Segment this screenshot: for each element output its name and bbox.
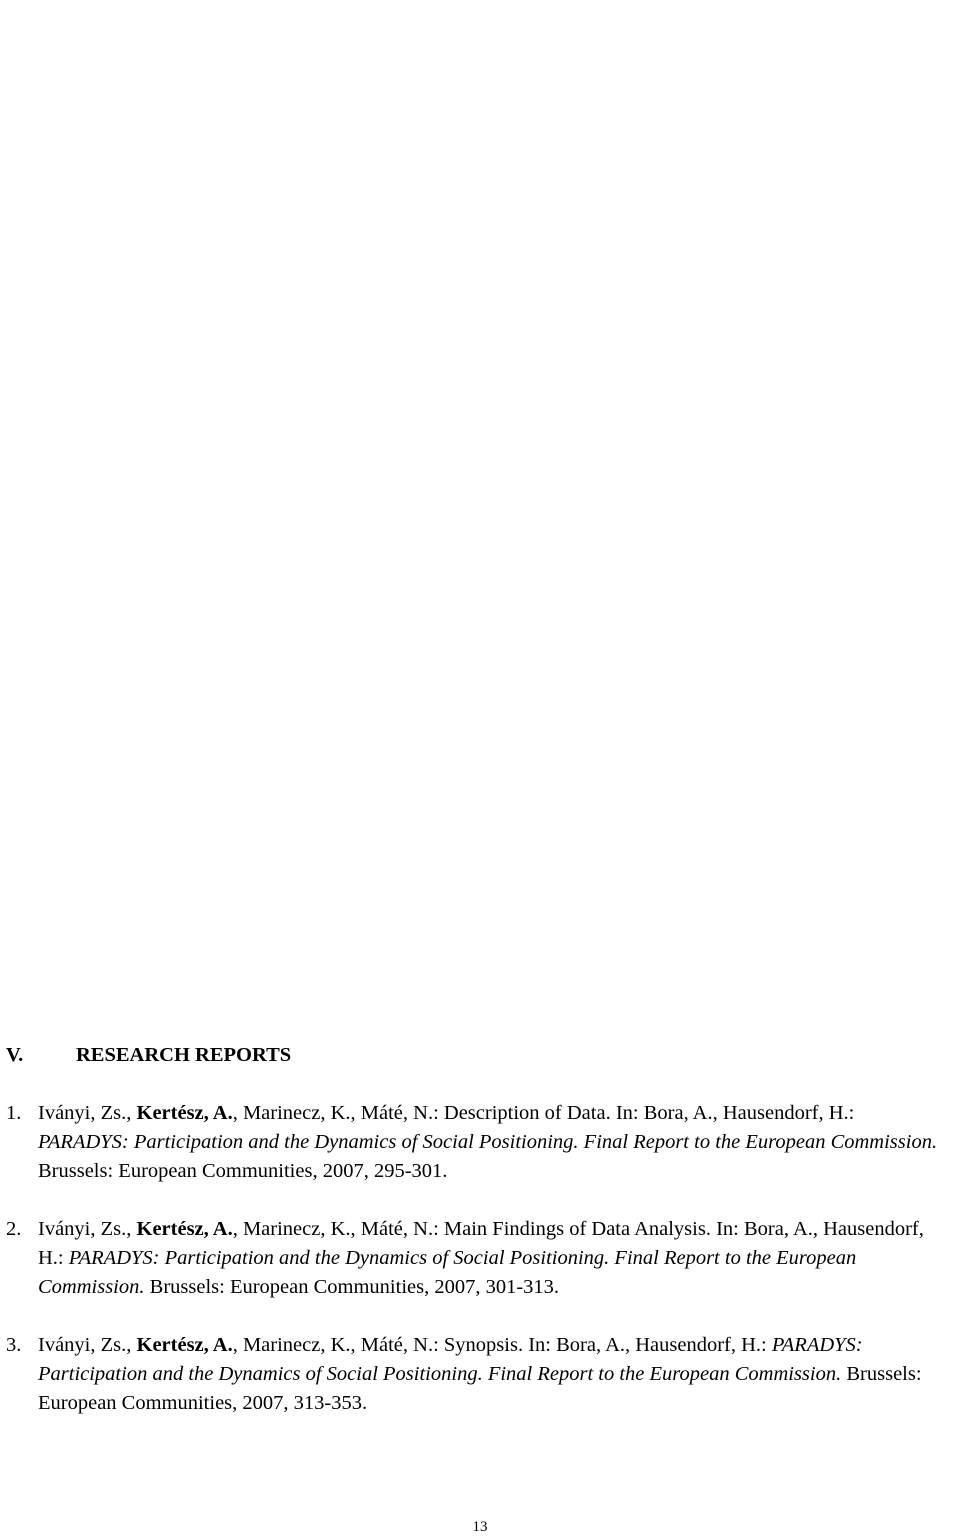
report-entry <box>0 1331 960 1418</box>
citation-text: Brussels: European Communities, 2007, 295-301. <box>38 1160 448 1182</box>
report-entry <box>0 1099 960 1186</box>
section-number: V. <box>6 1044 24 1066</box>
section-heading <box>6 1041 291 1070</box>
publication-title: PARADYS: Participation and the Dynamics of Social Positioning. Final Report to the European Commission. <box>38 1247 857 1298</box>
publication-title: PARADYS: Participation and the Dynamics of Social Positioning. Final Report to the European Commission. <box>38 1334 863 1385</box>
report-text <box>38 1215 942 1302</box>
report-entry <box>0 1215 960 1302</box>
citation-text: Iványi, Zs., <box>38 1334 137 1356</box>
report-text <box>38 1099 942 1186</box>
citation-text: , Marinecz, K., Máté, N.: Main Findings of Data Analysis. In: Bora, A., Hausendorf, H.: <box>38 1218 924 1269</box>
page-number: 13 <box>472 1519 488 1535</box>
report-number: 3. <box>6 1334 22 1356</box>
publication-title: PARADYS: Participation and the Dynamics of Social Positioning. Final Report to the European Commission. <box>38 1131 938 1153</box>
report-number: 2. <box>6 1218 22 1240</box>
citation-text: Iványi, Zs., <box>38 1102 137 1124</box>
citation-text: Brussels: European Communities, 2007, 313-353. <box>38 1363 922 1414</box>
author-name: Kertész, A. <box>136 1218 233 1240</box>
citation-text: , Marinecz, K., Máté, N.: Synopsis. In: Bora, A., Hausendorf, H.: <box>232 1334 772 1356</box>
citation-text: , Marinecz, K., Máté, N.: Description of Data. In: Bora, A., Hausendorf, H.: <box>232 1102 855 1124</box>
section-title: RESEARCH REPORTS <box>76 1044 292 1066</box>
citation-text: Iványi, Zs., <box>38 1218 137 1240</box>
author-name: Kertész, A. <box>136 1334 233 1356</box>
citation-text: Brussels: European Communities, 2007, 301-313. <box>144 1276 560 1298</box>
report-text <box>38 1331 942 1418</box>
author-name: Kertész, A. <box>136 1102 233 1124</box>
report-number: 1. <box>6 1102 22 1124</box>
